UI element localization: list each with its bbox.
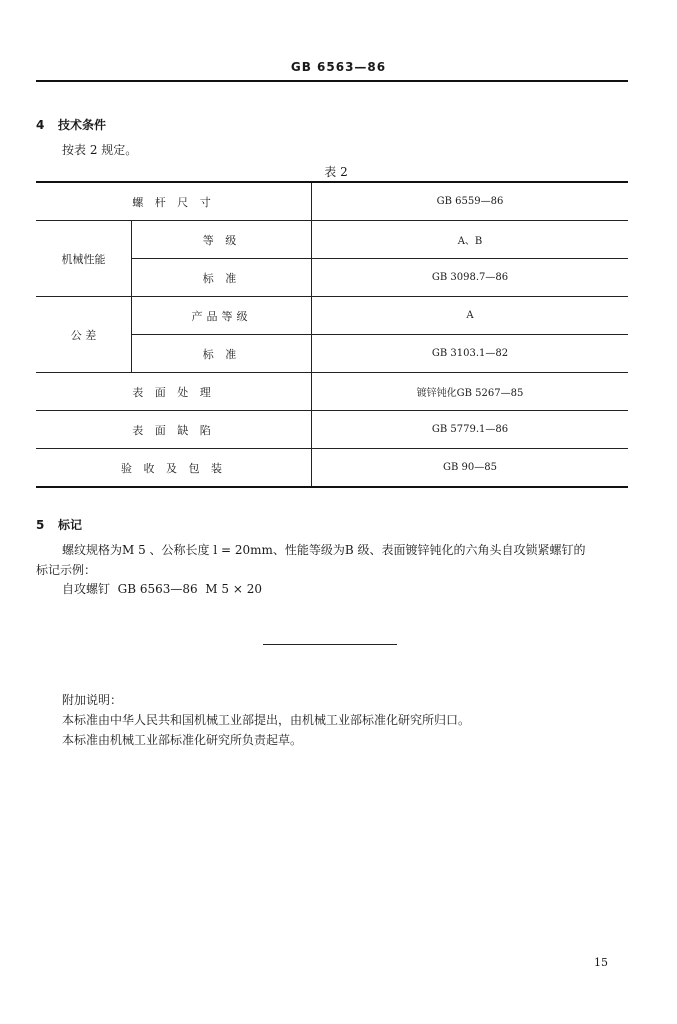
- group-tolerance: 公 差: [36, 297, 132, 373]
- notes-title: 附加说明：: [62, 693, 123, 707]
- table-caption: 表 2: [324, 165, 348, 179]
- section-5-line-2: 标记示例：: [36, 563, 97, 577]
- row-value-surface-defects: GB 5779.1—86: [312, 411, 629, 449]
- notes-line-1: 本标准由中华人民共和国机械工业部提出，由机械工业部标准化研究所归口。: [62, 713, 471, 727]
- header-rule: [36, 80, 628, 82]
- table-row: [36, 182, 628, 221]
- row-value-acceptance-packaging: GB 90—85: [312, 449, 629, 488]
- section-4-text: 按表 2 规定。: [62, 143, 138, 157]
- row-item-product-grade: 产品等级: [132, 297, 312, 335]
- row-value-product-grade: A: [312, 297, 629, 335]
- row-item-surface-treatment: 表 面 处 理: [36, 373, 312, 411]
- section-5-line-1: 螺纹规格为M 5 、公称长度 l = 20mm、性能等级为B 级、表面镀锌钝化的六角头自攻锁紧螺钉的: [62, 543, 586, 557]
- marking-example: 自攻螺钉 GB 6563—86 M 5 × 20: [62, 582, 262, 596]
- section-5-number: 5: [36, 518, 45, 532]
- section-4-number: 4: [36, 118, 45, 132]
- row-item-surface-defects: 表 面 缺 陷: [36, 411, 312, 449]
- spec-table: [36, 181, 628, 488]
- table-row: [36, 449, 628, 488]
- table-row: [36, 297, 628, 335]
- row-value-mech-standard: GB 3098.7—86: [312, 259, 629, 297]
- row-value-surface-treatment: 镀锌钝化GB 5267—85: [312, 373, 629, 411]
- row-value-tolerance-standard: GB 3103.1—82: [312, 335, 629, 373]
- section-5-heading: [36, 516, 82, 533]
- row-value-thread-size: GB 6559—86: [312, 182, 629, 221]
- row-item-grade: 等 级: [132, 221, 312, 259]
- section-4-title: 技术条件: [58, 118, 107, 132]
- row-value-grade: A、B: [312, 221, 629, 259]
- row-item-mech-standard: 标 准: [132, 259, 312, 297]
- table-row: [36, 411, 628, 449]
- group-mechanical-properties: 机械性能: [36, 221, 132, 297]
- row-item-thread-size: 螺 杆 尺 寸: [36, 182, 312, 221]
- section-4-heading: [36, 116, 106, 133]
- row-item-acceptance-packaging: 验 收 及 包 装: [36, 449, 312, 488]
- page-number: 15: [594, 956, 608, 969]
- standard-number-header: GB 6563—86: [290, 60, 387, 74]
- row-item-tolerance-standard: 标 准: [132, 335, 312, 373]
- section-5-title: 标记: [58, 518, 83, 532]
- table-row: [36, 373, 628, 411]
- end-of-text-rule: [263, 644, 397, 645]
- notes-line-2: 本标准由机械工业部标准化研究所负责起草。: [62, 733, 303, 747]
- table-row: [36, 221, 628, 259]
